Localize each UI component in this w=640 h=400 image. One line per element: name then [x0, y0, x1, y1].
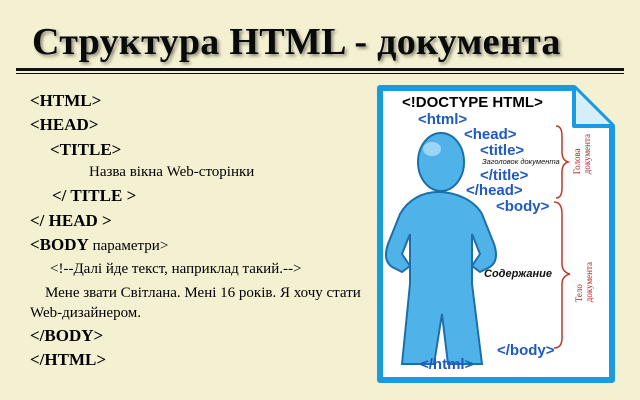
body-close-label: </body> — [497, 342, 555, 359]
code-line-head-close: </ HEAD > — [30, 211, 112, 230]
figure-head — [418, 133, 464, 191]
code-line-title-open: <TITLE> — [50, 140, 122, 159]
html-close-label: </html> — [420, 356, 474, 373]
body-side-label-1: Тело — [574, 284, 584, 303]
title-underline-thin — [16, 73, 624, 74]
head-side-label-1: Голова — [572, 148, 582, 175]
head-side-label-2: документа — [582, 134, 592, 175]
body-open-label: <body> — [496, 198, 550, 215]
code-line-body-open — [30, 235, 168, 255]
slide-title: Структура HTML - документа — [32, 21, 561, 63]
head-close-label: </head> — [466, 182, 523, 199]
doctype-label: <!DOCTYPE HTML> — [402, 94, 543, 111]
title-close-label: </title> — [480, 167, 529, 184]
body-side-label — [574, 262, 594, 302]
code-line-head-open: <HEAD> — [30, 115, 99, 134]
code-body-params: параметри> — [88, 238, 169, 254]
code-line-title-close: </ TITLE > — [52, 186, 137, 205]
code-line-title-text: Назва вікна Web-сторінки — [89, 164, 255, 180]
head-open-label: <head> — [464, 126, 517, 143]
html-open-label: <html> — [418, 111, 468, 128]
head-side-label — [572, 134, 592, 174]
code-line-text-2: Web-дизайнером. — [30, 305, 142, 321]
content-label: Содержание — [484, 268, 552, 280]
title-caption: Заголовок документа — [482, 157, 560, 166]
code-line-text-1: Мене звати Світлана. Мені 16 років. Я хочу стати — [45, 285, 361, 301]
title-underline — [16, 68, 624, 71]
code-line-comment: <!--Далі йде текст, наприклад такий.--> — [50, 261, 302, 277]
title-open-label: <title> — [480, 142, 525, 159]
code-line-html-close: </HTML> — [30, 350, 107, 369]
code-line-html-open: <HTML> — [30, 91, 102, 110]
code-line-body-close: </BODY> — [30, 326, 104, 345]
body-side-label-2: документа — [584, 262, 594, 303]
figure-highlight — [423, 142, 441, 156]
code-body-tag: <BODY — [30, 235, 89, 254]
